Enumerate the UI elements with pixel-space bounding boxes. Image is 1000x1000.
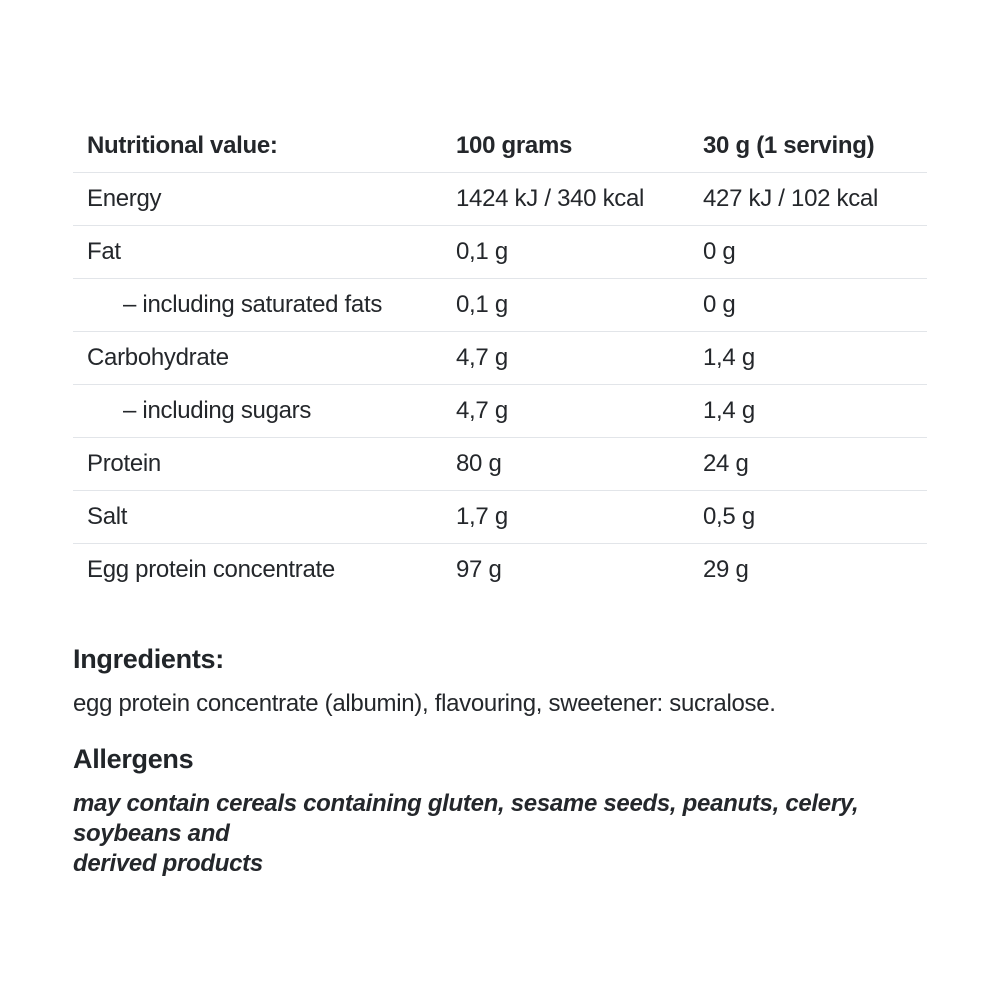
nutrition-header-row — [73, 120, 927, 172]
row-value-per-serving: 29 g — [703, 556, 749, 584]
row-value-per-100g: 1424 kJ / 340 kcal — [456, 184, 645, 212]
row-value-per-100g: 4,7 g — [456, 343, 508, 371]
row-value-per-serving: 427 kJ / 102 kcal — [703, 184, 879, 212]
table-row-protein — [73, 437, 927, 490]
row-value-per-100g: 1,7 g — [456, 502, 508, 530]
row-value-per-serving: 24 g — [703, 449, 749, 477]
table-row-sugars — [73, 384, 927, 437]
table-row-saturated-fats — [73, 278, 927, 331]
row-value-per-serving: 0 g — [703, 237, 736, 265]
row-value-per-100g: 97 g — [456, 556, 502, 584]
table-row-carbohydrate — [73, 331, 927, 384]
row-label: Energy — [87, 184, 162, 212]
ingredients-heading: Ingredients: — [73, 644, 224, 674]
allergens-line-2: derived products — [73, 850, 263, 877]
row-label: Protein — [87, 449, 161, 477]
row-label: – including saturated fats — [123, 290, 383, 318]
row-label: Carbohydrate — [87, 343, 229, 371]
row-value-per-serving: 1,4 g — [703, 396, 755, 424]
table-row-energy — [73, 172, 927, 225]
nutrition-header-label: Nutritional value: — [87, 131, 278, 159]
row-value-per-serving: 0,5 g — [703, 502, 755, 530]
row-value-per-100g: 0,1 g — [456, 237, 508, 265]
table-row-salt — [73, 490, 927, 543]
row-value-per-serving: 1,4 g — [703, 343, 755, 371]
ingredients-text: egg protein concentrate (albumin), flavouring, sweetener: sucralose. — [73, 690, 776, 717]
allergens-text — [73, 789, 927, 879]
row-label: – including sugars — [123, 396, 312, 424]
row-value-per-100g: 0,1 g — [456, 290, 508, 318]
product-nutrition-section — [73, 120, 927, 879]
nutrition-header-per-serving: 30 g (1 serving) — [703, 131, 875, 159]
row-value-per-100g: 4,7 g — [456, 396, 508, 424]
row-value-per-serving: 0 g — [703, 290, 736, 318]
table-row-egg-protein-concentrate — [73, 543, 927, 597]
nutrition-table — [73, 120, 927, 597]
nutrition-header-per-100g: 100 grams — [456, 131, 573, 159]
table-row-fat — [73, 225, 927, 278]
allergens-line-1: may contain cereals containing gluten, sesame seeds, peanuts, celery, soybeans and — [73, 790, 859, 847]
allergens-heading: Allergens — [73, 744, 194, 774]
row-label: Salt — [87, 502, 128, 530]
row-label: Egg protein concentrate — [87, 556, 335, 584]
row-label: Fat — [87, 237, 121, 265]
row-value-per-100g: 80 g — [456, 449, 502, 477]
